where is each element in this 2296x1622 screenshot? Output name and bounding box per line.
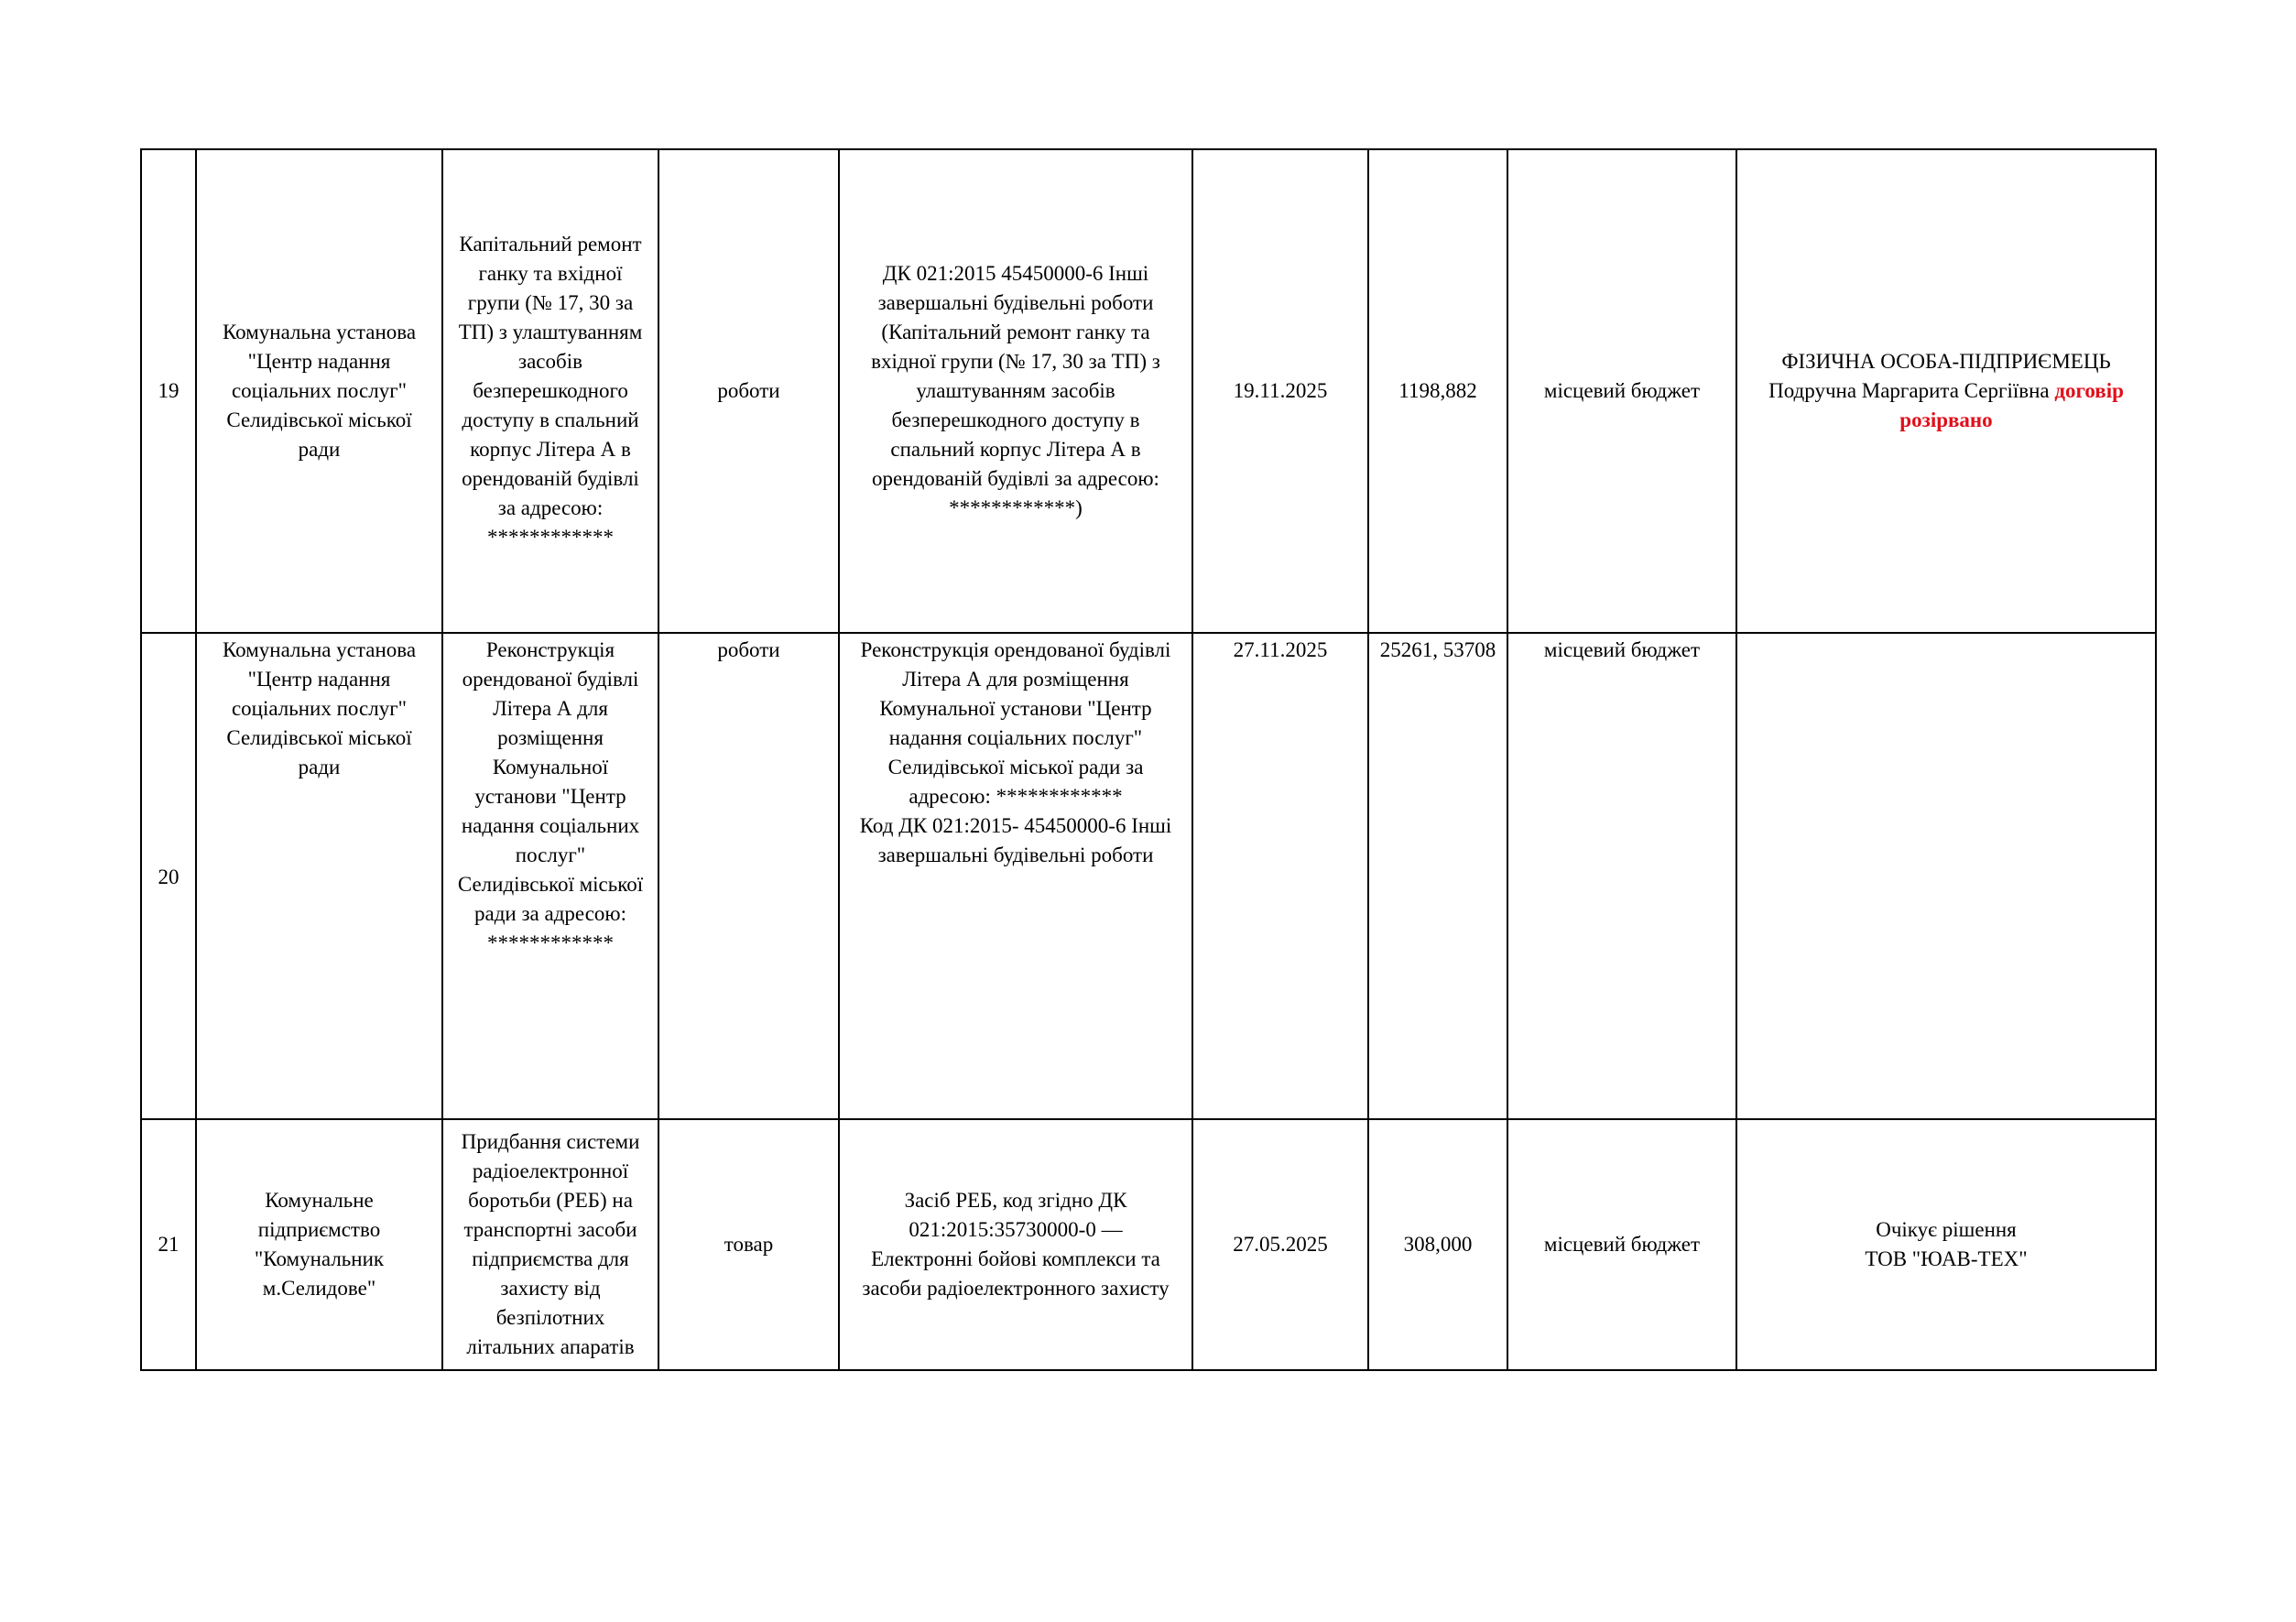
code-line: ************) xyxy=(949,496,1083,519)
subject-line: Комунальної xyxy=(492,756,609,778)
subject-line: корпус Літера А в xyxy=(470,438,631,461)
contractor-line xyxy=(1741,376,2151,406)
amount-cell: 1198,882 xyxy=(1368,149,1507,633)
subject-line: ганку та вхідної xyxy=(478,262,623,285)
subject-line: літальних апаратів xyxy=(466,1335,635,1358)
customer-cell xyxy=(196,1119,442,1370)
customer-line: "Комунальник xyxy=(254,1247,385,1270)
code-cell xyxy=(839,149,1192,633)
procurement-table xyxy=(140,148,2157,1371)
customer-line: "Центр надання xyxy=(247,668,391,691)
funding-cell: місцевий бюджет xyxy=(1507,149,1736,633)
code-line: надання соціальних послуг" xyxy=(888,726,1143,749)
customer-cell xyxy=(196,633,442,1119)
subject-line: ************ xyxy=(487,526,614,549)
customer-line: Селидівської міської xyxy=(226,408,412,431)
code-line: Літера А для розміщення xyxy=(902,668,1129,691)
status-badge: договір xyxy=(2054,379,2124,402)
subject-line: радіоелектронної xyxy=(472,1159,629,1182)
procurement-type-cell: товар xyxy=(658,1119,839,1370)
customer-line: ради xyxy=(298,756,341,778)
code-line: адресою: ************ xyxy=(909,785,1123,808)
date-cell: 19.11.2025 xyxy=(1192,149,1368,633)
amount-cell: 25261, 53708 xyxy=(1368,633,1507,1119)
funding-cell: місцевий бюджет xyxy=(1507,633,1736,1119)
subject-line: захисту від xyxy=(500,1277,601,1300)
customer-line: соціальних послуг" xyxy=(231,697,408,720)
subject-line: засобів xyxy=(518,350,582,373)
table-row xyxy=(141,633,2156,1119)
contractor-cell xyxy=(1736,1119,2156,1370)
subject-line: транспортні засоби xyxy=(463,1218,637,1241)
customer-line: Комунальна установа xyxy=(222,321,417,343)
subject-line: установи "Центр xyxy=(474,785,626,808)
customer-line: соціальних послуг" xyxy=(231,379,408,402)
code-line: улаштуванням засобів xyxy=(916,379,1115,402)
row-number: 21 xyxy=(141,1119,196,1370)
row-number: 19 xyxy=(141,149,196,633)
subject-line: орендованій будівлі xyxy=(462,467,639,490)
customer-line: Комунальна установа xyxy=(222,638,417,661)
subject-line: безперешкодного xyxy=(473,379,628,402)
procurement-type-cell: роботи xyxy=(658,633,839,1119)
table-row xyxy=(141,1119,2156,1370)
code-line: ДК 021:2015 45450000-6 Інші xyxy=(882,262,1149,285)
date-cell: 27.05.2025 xyxy=(1192,1119,1368,1370)
subject-line: доступу в спальний xyxy=(462,408,639,431)
contractor-name: Подручна Маргарита Сергіївна xyxy=(1768,379,2055,402)
subject-line: послуг" xyxy=(515,844,586,866)
subject-line: безпілотних xyxy=(495,1306,605,1329)
subject-line: ради за адресою: xyxy=(474,902,626,925)
contractor-line: ФІЗИЧНА ОСОБА-ПІДПРИЄМЕЦЬ xyxy=(1781,350,2111,373)
customer-line: Селидівської міської xyxy=(226,726,412,749)
subject-line: підприємства для xyxy=(472,1247,629,1270)
code-line: Селидівської міської ради за xyxy=(887,756,1144,778)
customer-line: м.Селидове" xyxy=(262,1277,376,1300)
code-line: завершальні будівельні роботи xyxy=(877,844,1154,866)
code-line: безперешкодного доступу в xyxy=(891,408,1140,431)
subject-line: Літера А для xyxy=(493,697,608,720)
code-line: Код ДК 021:2015- 45450000-6 Інші xyxy=(859,814,1172,837)
subject-line: групи (№ 17, 30 за xyxy=(467,291,634,314)
code-cell xyxy=(839,633,1192,1119)
subject-line: Реконструкція xyxy=(485,638,615,661)
subject-line: боротьби (РЕБ) на xyxy=(468,1189,633,1212)
row-number: 20 xyxy=(141,633,196,1119)
subject-line: надання соціальних xyxy=(461,814,640,837)
code-line: спальний корпус Літера А в xyxy=(890,438,1141,461)
amount-cell: 308,000 xyxy=(1368,1119,1507,1370)
subject-line: ************ xyxy=(487,931,614,954)
code-cell xyxy=(839,1119,1192,1370)
subject-line: за адресою: xyxy=(497,496,604,519)
subject-line: Придбання системи xyxy=(461,1130,640,1153)
subject-line: орендованої будівлі xyxy=(462,668,639,691)
code-line: Реконструкція орендованої будівлі xyxy=(860,638,1171,661)
table-row xyxy=(141,149,2156,633)
customer-line: "Центр надання xyxy=(247,350,391,373)
funding-cell: місцевий бюджет xyxy=(1507,1119,1736,1370)
subject-cell xyxy=(442,633,658,1119)
subject-line: Капітальний ремонт xyxy=(459,233,642,256)
code-line: завершальні будівельні роботи xyxy=(877,291,1154,314)
procurement-type-cell: роботи xyxy=(658,149,839,633)
customer-line: підприємство xyxy=(257,1218,381,1241)
contractor-cell xyxy=(1736,149,2156,633)
date-cell: 27.11.2025 xyxy=(1192,633,1368,1119)
code-line: вхідної групи (№ 17, 30 за ТП) з xyxy=(871,350,1160,373)
contractor-cell xyxy=(1736,633,2156,1119)
subject-cell xyxy=(442,149,658,633)
code-line: (Капітальний ремонт ганку та xyxy=(881,321,1150,343)
code-line: 021:2015:35730000-0 — xyxy=(909,1218,1123,1241)
code-line: Електронні бойові комплекси та xyxy=(871,1247,1160,1270)
subject-line: розміщення xyxy=(497,726,604,749)
contractor-line: ТОВ "ЮАВ-ТЕХ" xyxy=(1865,1247,2028,1270)
code-line: орендованій будівлі за адресою: xyxy=(872,467,1159,490)
subject-line: Селидівської міської xyxy=(457,873,644,896)
customer-line: ради xyxy=(298,438,341,461)
customer-cell xyxy=(196,149,442,633)
contractor-line: Очікує рішення xyxy=(1876,1218,2017,1241)
code-line: засоби радіоелектронного захисту xyxy=(862,1277,1170,1300)
code-line: Засіб РЕБ, код згідно ДК xyxy=(904,1189,1127,1212)
subject-cell xyxy=(442,1119,658,1370)
code-line: Комунальної установи "Центр xyxy=(879,697,1152,720)
subject-line: ТП) з улаштуванням xyxy=(458,321,643,343)
status-badge: розірвано xyxy=(1899,408,1993,431)
customer-line: Комунальне xyxy=(265,1189,374,1212)
